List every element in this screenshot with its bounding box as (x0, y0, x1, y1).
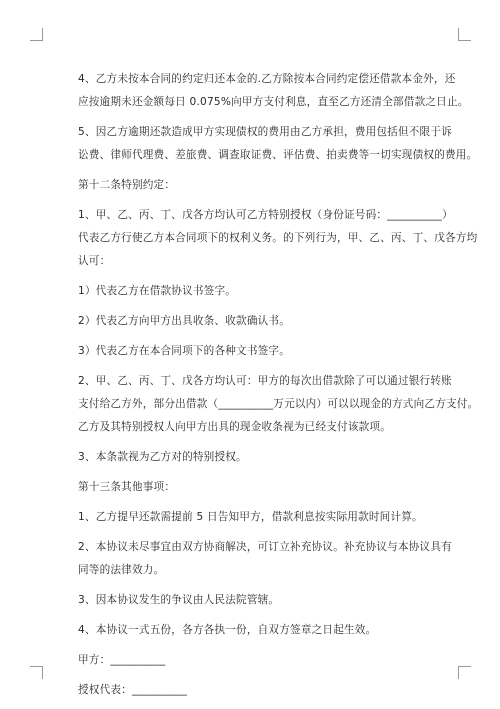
text-line: 1）代表乙方在借款协议书签字。 (78, 285, 237, 297)
crop-mark-top-right (458, 28, 471, 41)
article-13-item-3 (78, 589, 432, 612)
text-line: 3、因本协议发生的争议由人民法院管辖。 (78, 594, 280, 606)
section-heading-article-13 (78, 476, 432, 499)
text-line: 第十二条特别约定： (78, 179, 176, 191)
article-12-item-2 (78, 370, 479, 439)
authorization-item-3 (78, 340, 432, 363)
text-line: 认可： (78, 255, 111, 267)
text-line: 2、甲、乙、丙、丁、戊各方均认可：甲方的每次出借款除了可以通过银行转账 (78, 375, 452, 387)
text-line: 甲方：__________ (78, 654, 166, 666)
text-line: 同等的法律效力。 (78, 564, 165, 576)
text-line: 2、本协议未尽事宜由双方协商解决，可订立补充协议。补充协议与本协议具有 (78, 541, 452, 553)
article-13-item-4 (78, 619, 432, 642)
clause-4-overdue-principal (78, 68, 469, 114)
text-line: 3）代表乙方在本合同项下的各种文书签字。 (78, 345, 291, 357)
text-line: 讼费、律师代理费、差旅费、调查取证费、评估费、拍卖费等一切实现债权的费用。 (78, 149, 478, 161)
text-line: 乙方及其特别授权人向甲方出具的现金收条视为已经支付该款项。 (78, 421, 392, 433)
authorization-item-2 (78, 310, 432, 333)
text-line: 5、因乙方逾期还款造成甲方实现债权的费用由乙方承担，费用包括但不限于诉 (78, 126, 452, 138)
authorization-item-1 (78, 280, 432, 303)
text-line: 1、甲、乙、丙、丁、戊各方均认可乙方特别授权（身份证号码：__________） (78, 209, 453, 221)
section-heading-article-12 (78, 174, 432, 197)
text-line: 1、乙方提早还款需提前 5 日告知甲方，借款利息按实际用款时间计算。 (78, 511, 423, 523)
text-line: 代表乙方行使乙方本合同项下的权利义务。的下列行为，甲、乙、丙、丁、戊各方均 (78, 232, 478, 244)
text-line: 2）代表乙方向甲方出具收条、收款确认书。 (78, 315, 291, 327)
text-line: 3、本条款视为乙方对的特别授权。 (78, 451, 247, 463)
crop-mark-bottom-right (458, 666, 471, 679)
article-13-item-2 (78, 536, 452, 582)
text-line: 授权代表：__________ (78, 684, 187, 696)
text-line: 应按逾期未还金额每日 0.075%向甲方支付利息，直至乙方还清全部借款之日止。 (78, 96, 469, 108)
signature-authorized-representative (78, 679, 432, 702)
text-line: 4、本协议一式五份，各方各执一份，自双方签章之日起生效。 (78, 624, 377, 636)
crop-mark-top-left (30, 28, 43, 41)
clause-5-collection-costs (78, 121, 478, 167)
text-line: 支付给乙方外，部分出借款（__________万元以内）可以以现金的方式向乙方支付。 (78, 398, 479, 410)
document-body (78, 68, 479, 709)
crop-mark-bottom-left (30, 666, 43, 679)
signature-party-a (78, 649, 432, 672)
article-13-item-1 (78, 506, 432, 529)
article-12-item-3 (78, 446, 432, 469)
text-line: 4、乙方未按本合同的约定归还本金的.乙方除按本合同约定偿还借款本金外，还 (78, 73, 456, 85)
article-12-item-1 (78, 204, 478, 273)
text-line: 第十三条其他事项： (78, 481, 176, 493)
